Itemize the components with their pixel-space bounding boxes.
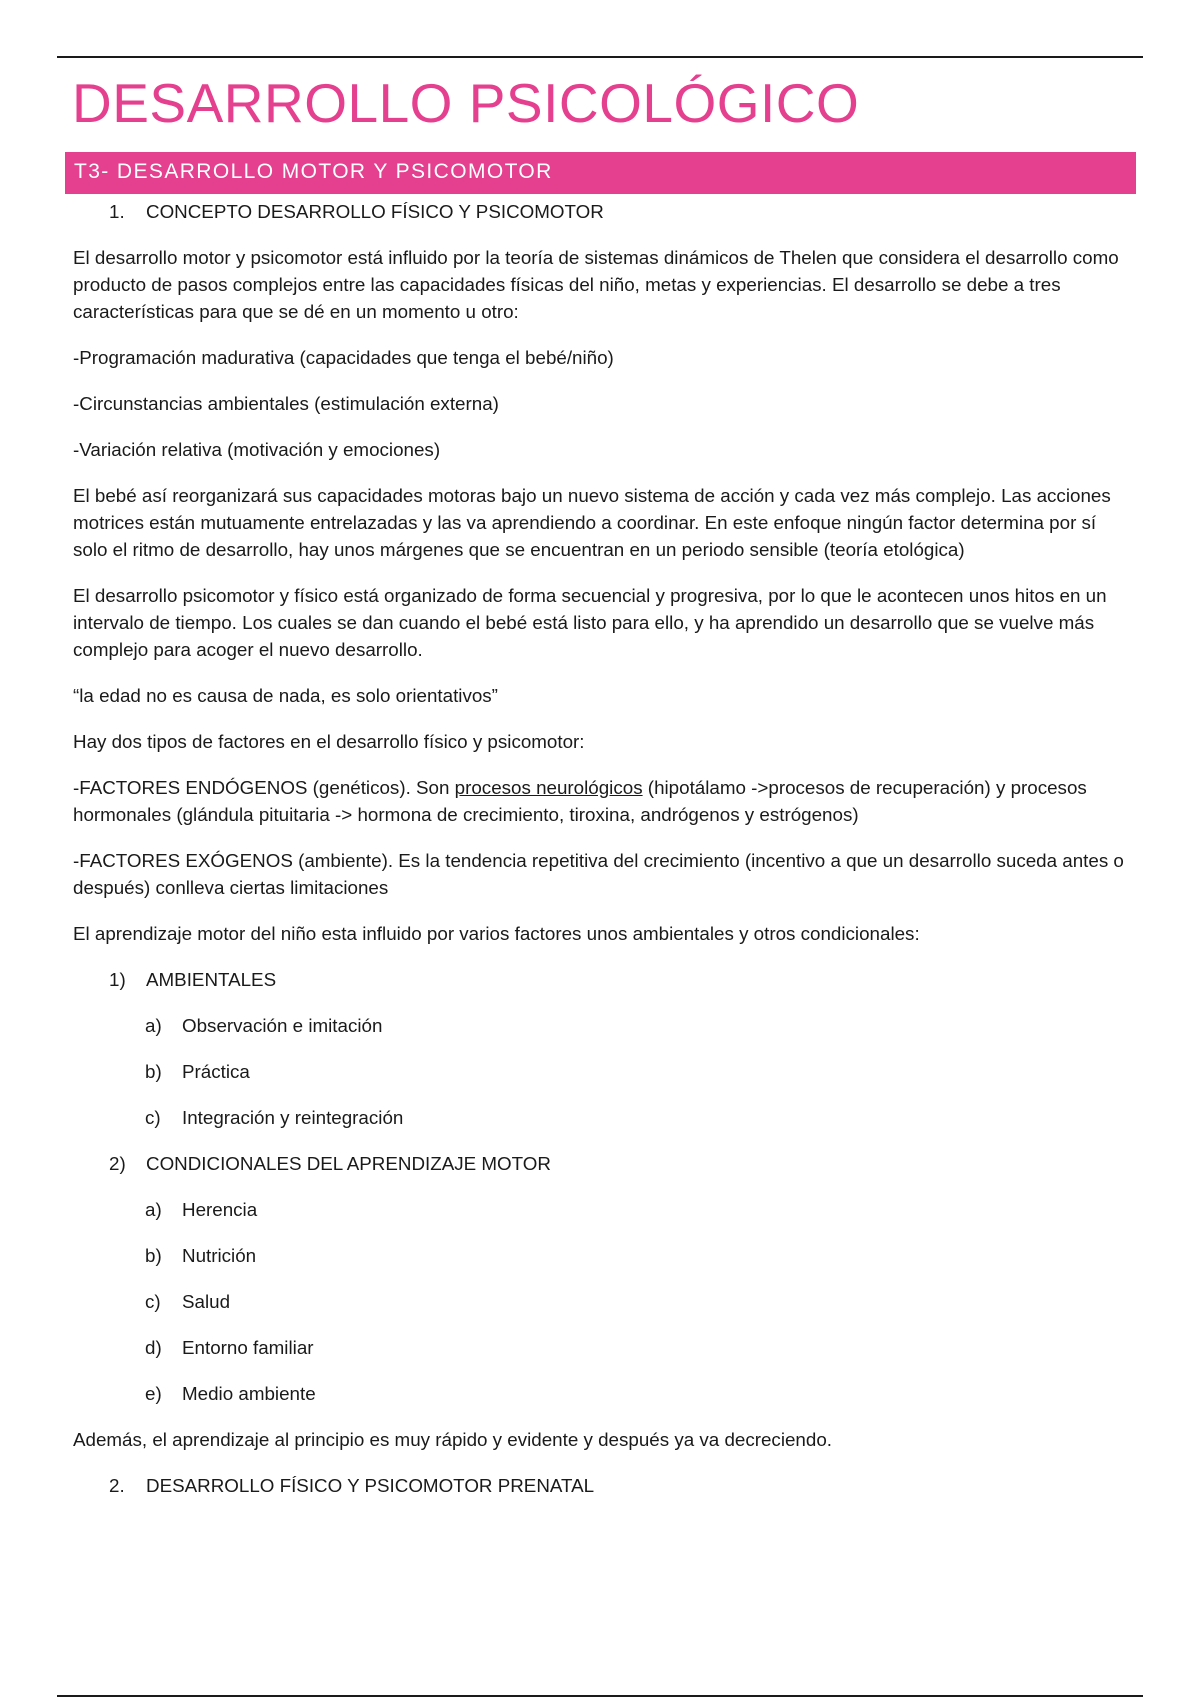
document-body: [73, 198, 1135, 1518]
list-heading-ambientales: [73, 966, 1135, 993]
list-item-letter: c): [145, 1107, 161, 1128]
list-item: [73, 1196, 1135, 1223]
list-item-letter: c): [145, 1291, 161, 1312]
list-item-letter: a): [145, 1199, 162, 1220]
list-item-letter: e): [145, 1383, 162, 1404]
list-item-label: Salud: [182, 1291, 231, 1312]
page-title: DESARROLLO PSICOLÓGICO: [72, 72, 860, 134]
section-number: 1.: [109, 201, 125, 222]
paragraph-intro: El desarrollo motor y psicomotor está influido por la teoría de sistemas dinámicos de Thelen que considera el desarrollo como producto de pasos complejos entre las capacidades físicas del niño, metas y experiencias. El desarrollo se debe a tres características para que se dé en un momento u otro:: [73, 247, 1119, 322]
list-item: [73, 1380, 1135, 1407]
bottom-rule: [57, 1695, 1143, 1697]
paragraph-secuencial: El desarrollo psicomotor y físico está organizado de forma secuencial y progresiva, por lo que le acontecen unos hitos en un intervalo de tiempo. Los cuales se dan cuando el bebé está listo para ello, y ha aprendido un desarrollo que se vuelve más complejo para acoger el nuevo desarrollo.: [73, 585, 1107, 660]
list-item: [73, 1334, 1135, 1361]
list-item-letter: d): [145, 1337, 162, 1358]
bullet-programacion: -Programación madurativa (capacidades que tenga el bebé/niño): [73, 347, 614, 368]
section-heading-2: [73, 1472, 1135, 1499]
list-item-label: Integración y reintegración: [182, 1107, 404, 1128]
list-item-label: Entorno familiar: [182, 1337, 314, 1358]
endogenos-underlined: procesos neurológicos: [454, 777, 643, 798]
list-heading-condicionales: [73, 1150, 1135, 1177]
topic-banner: [65, 152, 1136, 194]
endogenos-text-b: (hipotálamo ->procesos de recuperación) y procesos hormonales (glándula pituitaria -> hormona de crecimiento, tiroxina, andrógenos y estrógenos): [73, 777, 1087, 825]
paragraph-tipos-factores: Hay dos tipos de factores en el desarrollo físico y psicomotor:: [73, 731, 585, 752]
list-item-label: Herencia: [182, 1199, 258, 1220]
list-item: [73, 1104, 1135, 1131]
top-rule: [57, 56, 1143, 58]
quote-line: “la edad no es causa de nada, es solo orientativos”: [73, 685, 498, 706]
section-number: 2.: [109, 1475, 125, 1496]
list-item-label: Observación e imitación: [182, 1015, 383, 1036]
section-heading-1: [73, 198, 1135, 225]
section-label: DESARROLLO FÍSICO Y PSICOMOTOR PRENATAL: [146, 1475, 595, 1496]
paragraph-ademas: Además, el aprendizaje al principio es muy rápido y evidente y después ya va decreciendo.: [73, 1429, 832, 1450]
list-item-label: Práctica: [182, 1061, 250, 1082]
list-label: CONDICIONALES DEL APRENDIZAJE MOTOR: [146, 1153, 551, 1174]
paragraph-reorganizacion: El bebé así reorganizará sus capacidades motoras bajo un nuevo sistema de acción y cada vez más complejo. Las acciones motrices están mutuamente entrelazadas y las va aprendiendo a coordinar. En este enfoque ningún factor determina por sí solo el ritmo de desarrollo, hay unos márgenes que se encuentran en un periodo sensible (teoría etológica): [73, 485, 1111, 560]
list-item: [73, 1242, 1135, 1269]
list-item-label: Medio ambiente: [182, 1383, 316, 1404]
list-item: [73, 1012, 1135, 1039]
bullet-variacion: -Variación relativa (motivación y emociones): [73, 439, 441, 460]
list-label: AMBIENTALES: [146, 969, 277, 990]
list-item-letter: a): [145, 1015, 162, 1036]
section-label: CONCEPTO DESARROLLO FÍSICO Y PSICOMOTOR: [146, 201, 604, 222]
list-number: 1): [109, 969, 126, 990]
topic-banner-label: T3- DESARROLLO MOTOR Y PSICOMOTOR: [74, 160, 553, 183]
list-item: [73, 1288, 1135, 1315]
paragraph-endogenos: [73, 774, 1135, 828]
list-number: 2): [109, 1153, 126, 1174]
bullet-circunstancias: -Circunstancias ambientales (estimulación externa): [73, 393, 499, 414]
list-item-letter: b): [145, 1245, 162, 1266]
list-item: [73, 1058, 1135, 1085]
endogenos-text-a: -FACTORES ENDÓGENOS (genéticos). Son: [73, 777, 455, 798]
paragraph-exogenos: -FACTORES EXÓGENOS (ambiente). Es la tendencia repetitiva del crecimiento (incentivo a que un desarrollo suceda antes o después) conlleva ciertas limitaciones: [73, 850, 1124, 898]
paragraph-aprendizaje-motor: El aprendizaje motor del niño esta influido por varios factores unos ambientales y otros condicionales:: [73, 923, 920, 944]
list-item-label: Nutrición: [182, 1245, 257, 1266]
list-item-letter: b): [145, 1061, 162, 1082]
